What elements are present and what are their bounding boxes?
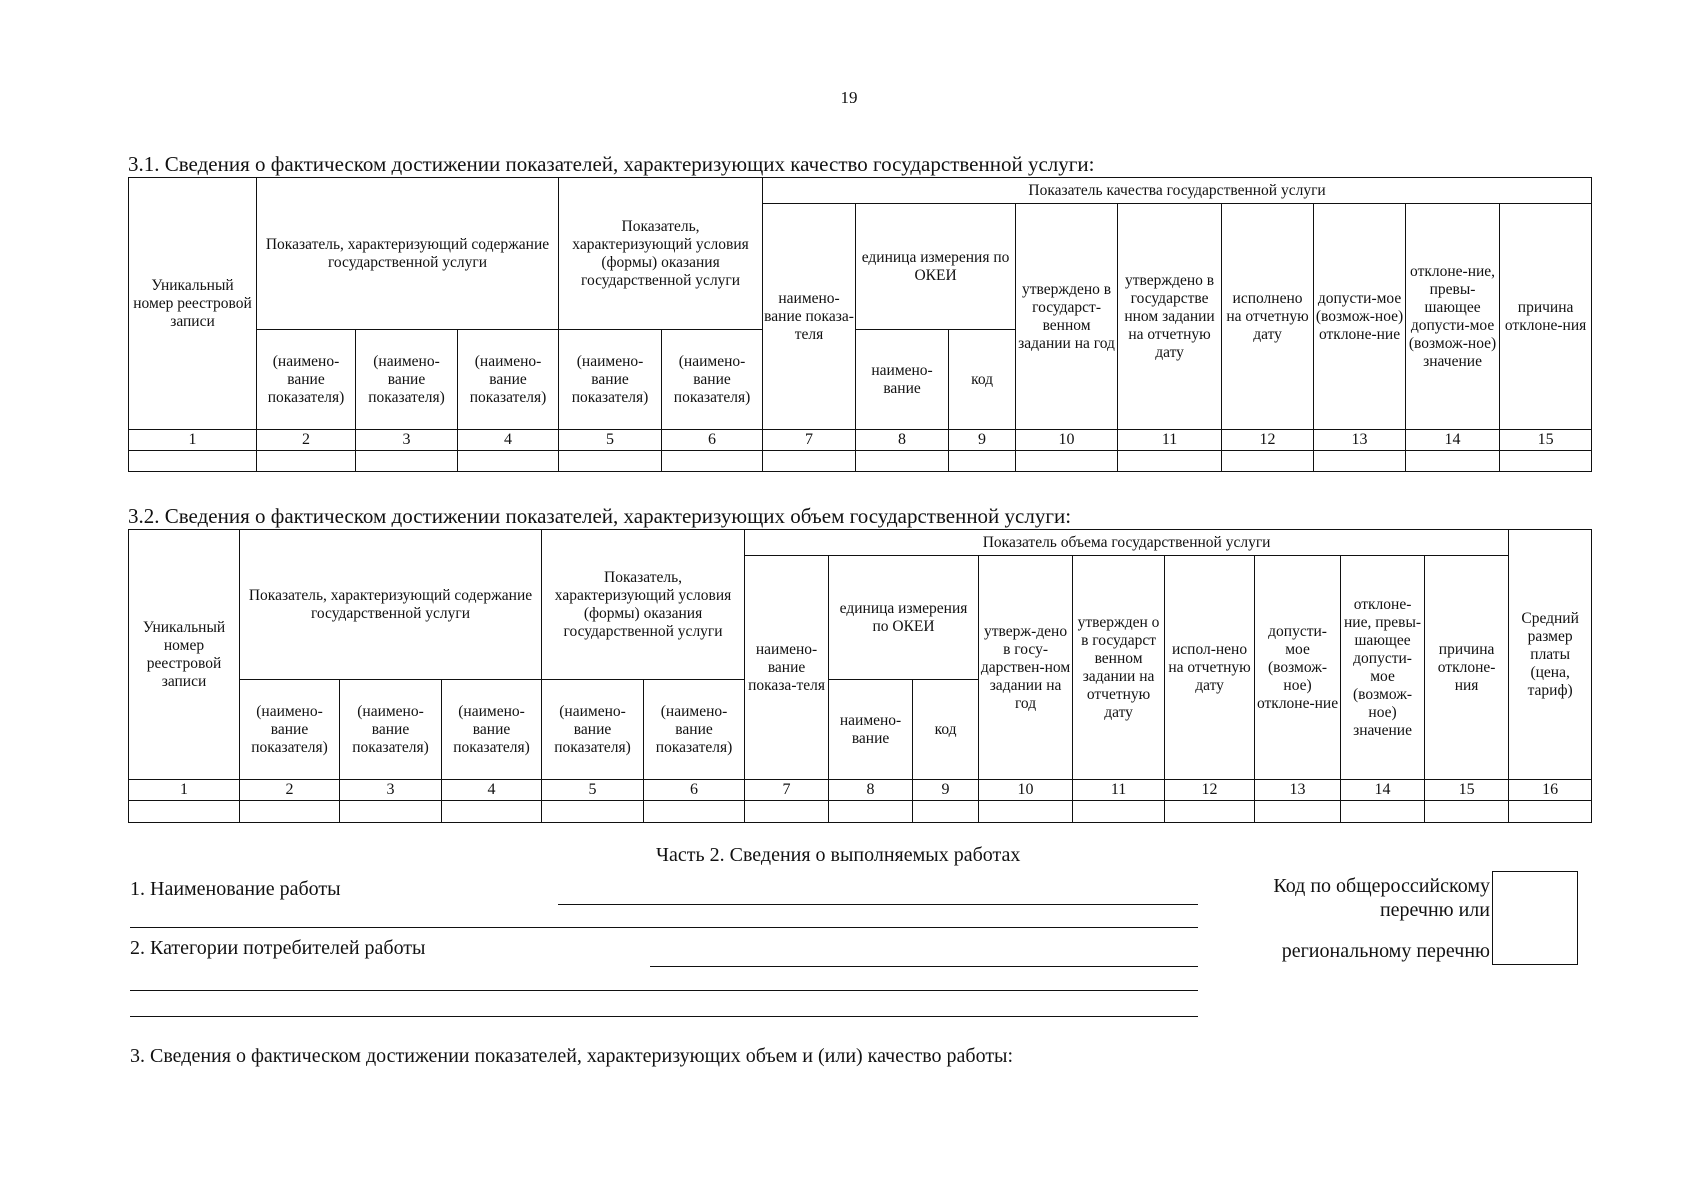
work-indicators-heading: 3. Сведения о фактическом достижении показателей, характеризующих объем и (или) качество работы: — [130, 1045, 1014, 1067]
sub-indicator-name: (наимено-вание показателя) — [340, 680, 442, 780]
column-number: 3 — [340, 780, 442, 801]
col-executed: испол-нено на отчетную дату — [1165, 556, 1255, 780]
column-number: 11 — [1073, 780, 1165, 801]
col-unique-number: Уникальный номер реестровой записи — [129, 530, 240, 780]
col-unit-okei: единица измерения по ОКЕИ — [829, 556, 979, 680]
quality-indicators-table — [128, 177, 1592, 472]
empty-cell[interactable] — [129, 801, 240, 823]
col-exceeding-deviation: отклоне-ние, превы-шающее допусти-мое (возмож-ное) значение — [1406, 204, 1500, 430]
col-indicator-name: наимено-вание показа-теля — [745, 556, 829, 780]
empty-cell[interactable] — [542, 801, 644, 823]
section-3-2-heading: 3.2. Сведения о фактическом достижении показателей, характеризующих объем государственной услуги: — [128, 504, 1072, 528]
empty-cell[interactable] — [1016, 451, 1118, 472]
col-average-fee: Средний размер платы (цена, тариф) — [1509, 530, 1592, 780]
empty-cell[interactable] — [1255, 801, 1341, 823]
col-allowed-deviation: допусти-мое (возмож-ное) отклоне-ние — [1314, 204, 1406, 430]
empty-cell[interactable] — [745, 801, 829, 823]
sub-indicator-name: (наимено-вание показателя) — [662, 330, 763, 430]
part2-title: Часть 2. Сведения о выполняемых работах — [656, 844, 1021, 866]
empty-data-row — [129, 801, 1592, 823]
empty-cell[interactable] — [1118, 451, 1222, 472]
col-conditions-indicator: Показатель, характеризующий условия (формы) оказания государственной услуги — [542, 530, 745, 680]
col-content-indicator: Показатель, характеризующий содержание государственной услуги — [257, 178, 559, 330]
column-number: 8 — [829, 780, 913, 801]
empty-cell[interactable] — [1406, 451, 1500, 472]
column-number: 12 — [1165, 780, 1255, 801]
empty-cell[interactable] — [1500, 451, 1592, 472]
empty-cell[interactable] — [1314, 451, 1406, 472]
registry-code-box[interactable] — [1492, 871, 1578, 965]
column-number: 5 — [542, 780, 644, 801]
empty-cell[interactable] — [257, 451, 356, 472]
column-number: 14 — [1341, 780, 1425, 801]
empty-cell[interactable] — [240, 801, 340, 823]
column-numbers-row — [129, 780, 1592, 801]
col-conditions-indicator: Показатель, характеризующий условия (формы) оказания государственной услуги — [559, 178, 763, 330]
column-number: 3 — [356, 430, 458, 451]
empty-cell[interactable] — [1425, 801, 1509, 823]
column-number: 13 — [1255, 780, 1341, 801]
empty-cell[interactable] — [559, 451, 662, 472]
empty-cell[interactable] — [442, 801, 542, 823]
sub-indicator-name: (наимено-вание показателя) — [257, 330, 356, 430]
column-numbers-row — [129, 430, 1592, 451]
col-approved-date: утвержден о в государст венном задании на отчетную дату — [1073, 556, 1165, 780]
column-number: 11 — [1118, 430, 1222, 451]
empty-cell[interactable] — [949, 451, 1016, 472]
col-unit-name: наимено-вание — [856, 330, 949, 430]
empty-cell[interactable] — [856, 451, 949, 472]
col-deviation-reason: причина отклоне-ния — [1425, 556, 1509, 780]
column-number: 13 — [1314, 430, 1406, 451]
col-volume-indicator-group: Показатель объема государственной услуги — [745, 530, 1509, 556]
code-label-line3: региональному перечню — [1281, 940, 1490, 962]
empty-cell[interactable] — [1509, 801, 1592, 823]
empty-cell[interactable] — [129, 451, 257, 472]
column-number: 10 — [1016, 430, 1118, 451]
empty-cell[interactable] — [340, 801, 442, 823]
empty-cell[interactable] — [1222, 451, 1314, 472]
sub-indicator-name: (наимено-вание показателя) — [542, 680, 644, 780]
col-content-indicator: Показатель, характеризующий содержание государственной услуги — [240, 530, 542, 680]
empty-cell[interactable] — [913, 801, 979, 823]
column-number: 10 — [979, 780, 1073, 801]
col-unique-number: Уникальный номер реестровой записи — [129, 178, 257, 430]
empty-cell[interactable] — [662, 451, 763, 472]
column-number: 7 — [745, 780, 829, 801]
consumer-categories-line-3[interactable] — [130, 1016, 1198, 1017]
empty-cell[interactable] — [356, 451, 458, 472]
section-3-1-heading: 3.1. Сведения о фактическом достижении показателей, характеризующих качество государственной услуги: — [128, 152, 1095, 176]
column-number: 4 — [458, 430, 559, 451]
col-unit-code: код — [913, 680, 979, 780]
empty-cell[interactable] — [1341, 801, 1425, 823]
sub-indicator-name: (наимено-вание показателя) — [442, 680, 542, 780]
column-number: 1 — [129, 430, 257, 451]
empty-cell[interactable] — [763, 451, 856, 472]
consumer-categories-line-2[interactable] — [130, 990, 1198, 991]
sub-indicator-name: (наимено-вание показателя) — [458, 330, 559, 430]
code-label-line2: перечню или — [1379, 899, 1490, 921]
empty-cell[interactable] — [1165, 801, 1255, 823]
col-unit-okei: единица измерения по ОКЕИ — [856, 204, 1016, 330]
column-number: 16 — [1509, 780, 1592, 801]
column-number: 6 — [662, 430, 763, 451]
empty-cell[interactable] — [458, 451, 559, 472]
column-number: 6 — [644, 780, 745, 801]
column-number: 8 — [856, 430, 949, 451]
work-name-label: 1. Наименование работы — [130, 878, 341, 900]
work-name-line[interactable] — [558, 904, 1198, 905]
empty-cell[interactable] — [644, 801, 745, 823]
column-number: 2 — [240, 780, 340, 801]
column-number: 12 — [1222, 430, 1314, 451]
consumer-categories-label: 2. Категории потребителей работы — [130, 937, 426, 959]
empty-data-row — [129, 451, 1592, 472]
col-approved-date: утверждено в государстве нном задании на отчетную дату — [1118, 204, 1222, 430]
sub-indicator-name: (наимено-вание показателя) — [559, 330, 662, 430]
col-approved-year: утверждено в государст-венном задании на год — [1016, 204, 1118, 430]
code-label-line1: Код по общероссийскому — [1273, 875, 1490, 897]
column-number: 9 — [913, 780, 979, 801]
volume-indicators-table — [128, 529, 1592, 823]
col-approved-year: утверж-дено в госу-дарствен-ном задании на год — [979, 556, 1073, 780]
empty-cell[interactable] — [829, 801, 913, 823]
work-name-line-2[interactable] — [130, 927, 1198, 928]
col-allowed-deviation: допусти-мое (возмож-ное) отклоне-ние — [1255, 556, 1341, 780]
column-number: 14 — [1406, 430, 1500, 451]
column-number: 15 — [1425, 780, 1509, 801]
column-number: 9 — [949, 430, 1016, 451]
column-number: 4 — [442, 780, 542, 801]
sub-indicator-name: (наимено-вание показателя) — [240, 680, 340, 780]
col-exceeding-deviation: отклоне-ние, превы-шающее допусти-мое (возмож-ное) значение — [1341, 556, 1425, 780]
column-number: 2 — [257, 430, 356, 451]
col-unit-name: наимено-вание — [829, 680, 913, 780]
col-deviation-reason: причина отклоне-ния — [1500, 204, 1592, 430]
page-number: 19 — [840, 88, 858, 107]
consumer-categories-line[interactable] — [650, 966, 1198, 967]
sub-indicator-name: (наимено-вание показателя) — [356, 330, 458, 430]
empty-cell[interactable] — [1073, 801, 1165, 823]
empty-cell[interactable] — [979, 801, 1073, 823]
sub-indicator-name: (наимено-вание показателя) — [644, 680, 745, 780]
column-number: 7 — [763, 430, 856, 451]
col-quality-indicator-group: Показатель качества государственной услуги — [763, 178, 1592, 204]
col-indicator-name: наимено-вание показа-теля — [763, 204, 856, 430]
column-number: 5 — [559, 430, 662, 451]
column-number: 15 — [1500, 430, 1592, 451]
col-unit-code: код — [949, 330, 1016, 430]
col-executed: исполнено на отчетную дату — [1222, 204, 1314, 430]
column-number: 1 — [129, 780, 240, 801]
